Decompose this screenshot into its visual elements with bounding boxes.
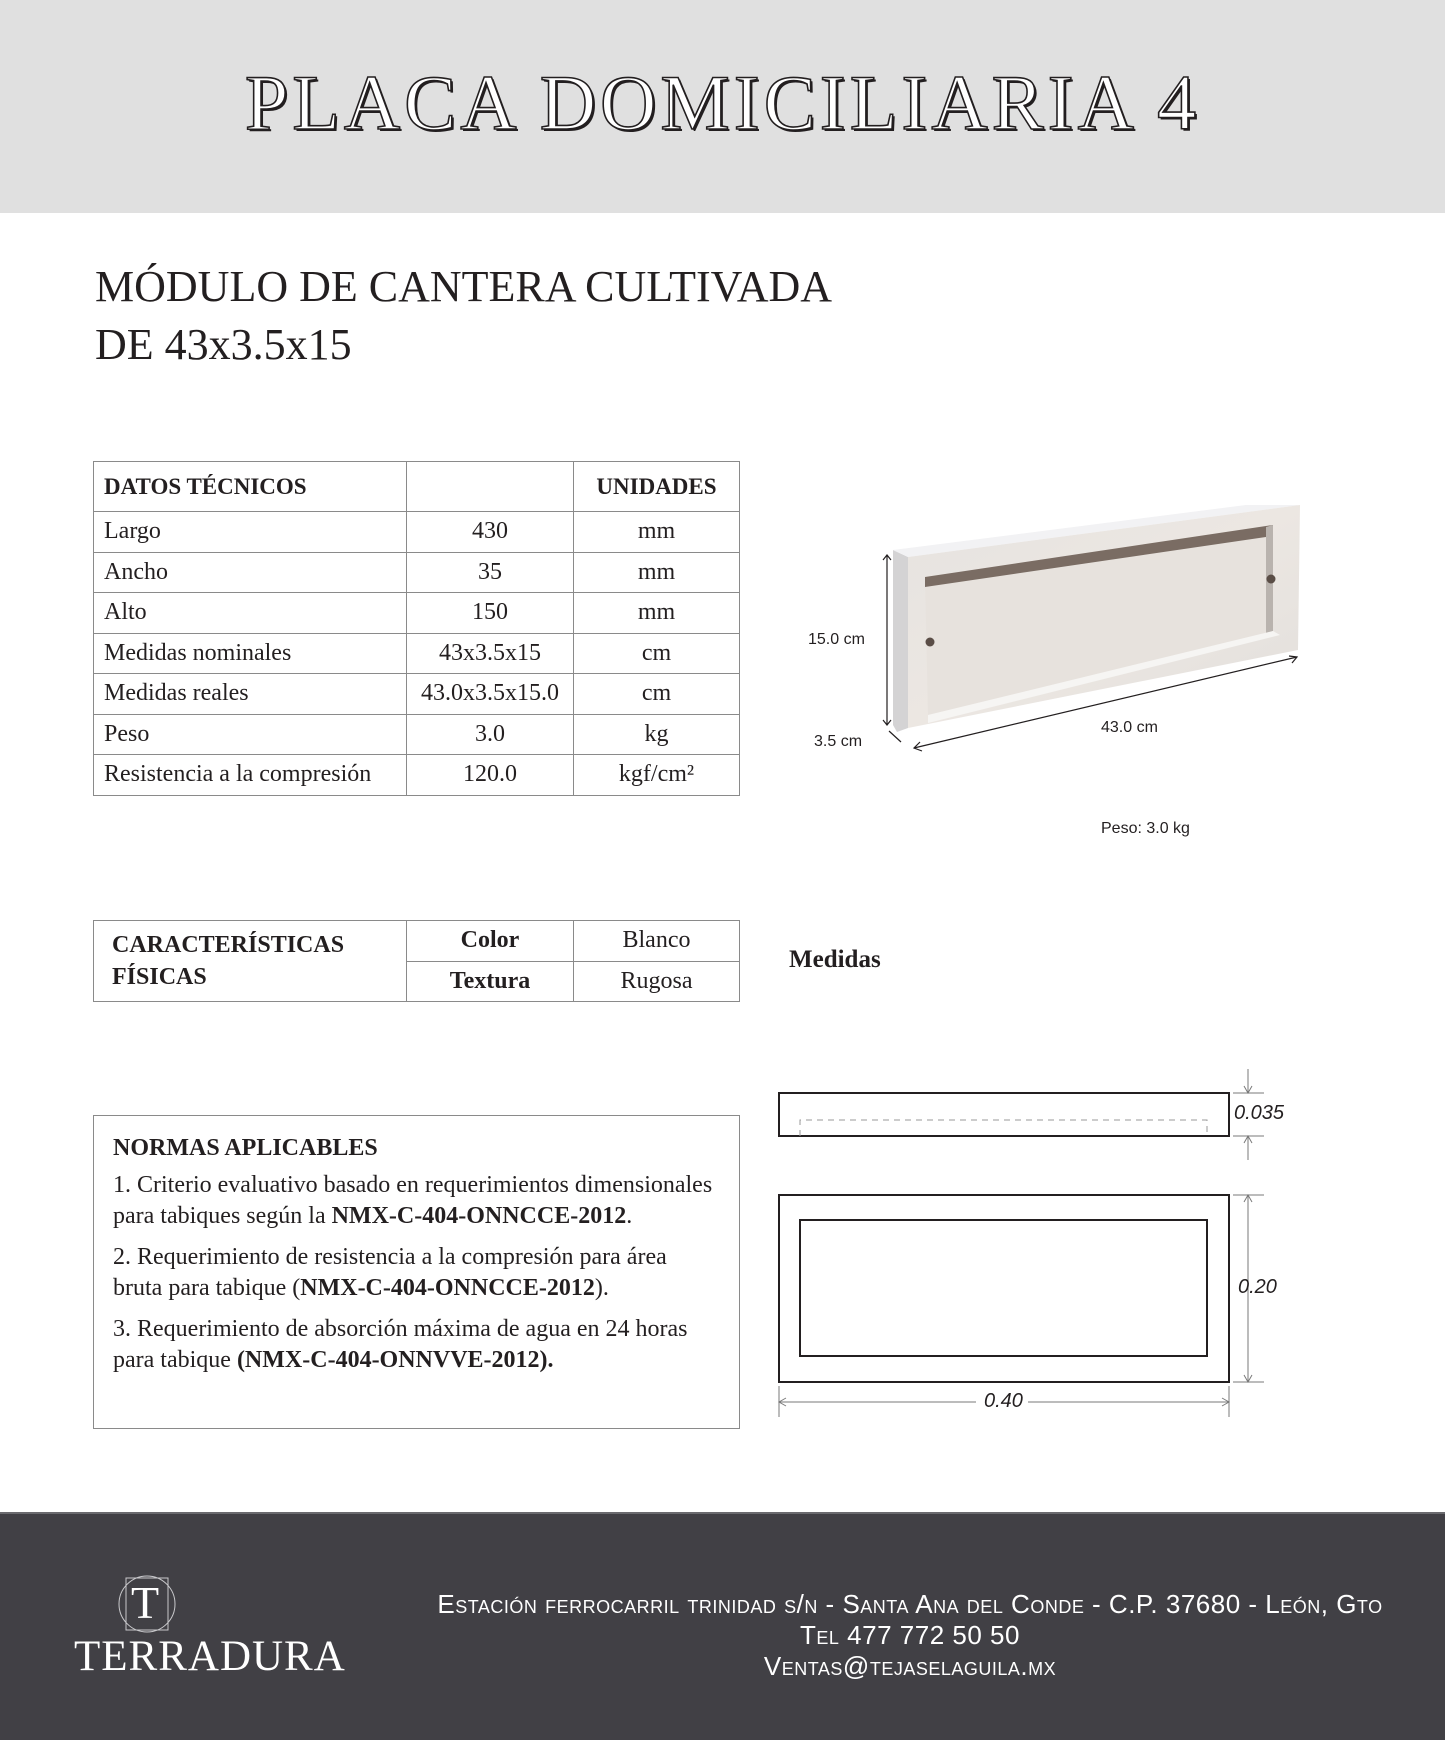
row-label: Resistencia a la compresión xyxy=(94,755,407,796)
row-unit: mm xyxy=(574,512,740,553)
table-row xyxy=(94,755,740,796)
table-row xyxy=(94,512,740,553)
physical-characteristics-label xyxy=(94,921,407,1002)
row-label: Medidas reales xyxy=(94,674,407,715)
table-row xyxy=(94,593,740,634)
row-unit: mm xyxy=(574,593,740,634)
row-value: Rugosa xyxy=(574,961,740,1002)
row-key: Textura xyxy=(407,961,574,1002)
row-label: Peso xyxy=(94,714,407,755)
label-line-1: CARACTERÍSTICAS xyxy=(112,932,345,958)
header-datos-tecnicos: DATOS TÉCNICOS xyxy=(94,462,407,512)
norma-item: 1. Criterio evaluativo basado en requerimientos dimensionales para tabiques según la NMX-C-404-ONNCCE-2012. xyxy=(113,1172,713,1229)
norma-item: 3. Requerimiento de absorción máxima de agua en 24 horas para tabique (NMX-C-404-ONNVVE-2012). xyxy=(113,1316,688,1373)
table-row xyxy=(94,921,740,962)
norma-item: 2. Requerimiento de resistencia a la compresión para área bruta para tabique (NMX-C-404-ONNCCE-2012). xyxy=(113,1244,667,1301)
technical-drawing xyxy=(770,1060,1390,1430)
table-row xyxy=(94,714,740,755)
depth-dimension-label: 3.5 cm xyxy=(814,733,863,750)
contact-info xyxy=(400,1589,1420,1682)
row-unit: cm xyxy=(574,674,740,715)
row-unit: kgf/cm² xyxy=(574,755,740,796)
logo-letter: T xyxy=(131,1577,160,1628)
length-dimension-label: 43.0 cm xyxy=(1101,719,1158,736)
address: Estación ferrocarril trinidad s/n - Santa Ana del Conde - C.P. 37680 - León, Gto xyxy=(437,1589,1383,1619)
footer xyxy=(0,1512,1445,1740)
brand-name: TERRADURA xyxy=(74,1633,346,1680)
normas-box xyxy=(93,1115,740,1429)
row-value: 43.0x3.5x15.0 xyxy=(407,674,574,715)
subtitle-line-1: MÓDULO DE CANTERA CULTIVADA xyxy=(95,262,833,311)
height-label: 0.20 xyxy=(1238,1276,1277,1298)
label-line-2: FÍSICAS xyxy=(112,964,207,990)
normas-title: NORMAS APLICABLES xyxy=(113,1135,378,1161)
physical-characteristics-table xyxy=(93,920,740,1002)
header-unidades: UNIDADES xyxy=(574,462,740,512)
row-value: 120.0 xyxy=(407,755,574,796)
product-photo xyxy=(790,505,1330,845)
row-label: Ancho xyxy=(94,552,407,593)
row-value: 3.0 xyxy=(407,714,574,755)
medidas-heading: Medidas xyxy=(789,946,881,973)
product-subtitle xyxy=(95,258,832,374)
row-label: Alto xyxy=(94,593,407,634)
phone: Tel 477 772 50 50 xyxy=(800,1620,1020,1650)
table-row xyxy=(94,674,740,715)
weight-label: Peso: 3.0 kg xyxy=(1101,820,1190,837)
table-row xyxy=(94,633,740,674)
row-unit: mm xyxy=(574,552,740,593)
table-header-row xyxy=(94,462,740,512)
row-unit: kg xyxy=(574,714,740,755)
height-dimension-label: 15.0 cm xyxy=(808,631,865,648)
subtitle-line-2: DE 43x3.5x15 xyxy=(95,320,352,369)
width-label: 0.40 xyxy=(984,1390,1023,1412)
thickness-label: 0.035 xyxy=(1234,1102,1285,1124)
stone-plaque-illustration xyxy=(790,505,1330,845)
row-label: Medidas nominales xyxy=(94,633,407,674)
header-band xyxy=(0,0,1445,213)
row-unit: cm xyxy=(574,633,740,674)
email-link[interactable]: Ventas@tejaselaguila.mx xyxy=(763,1651,1057,1681)
row-value: Blanco xyxy=(574,921,740,962)
row-key: Color xyxy=(407,921,574,962)
header-value xyxy=(407,462,574,512)
page-title: PLACA DOMICILIARIA 4 xyxy=(244,59,1201,146)
row-label: Largo xyxy=(94,512,407,553)
dimension-drawing xyxy=(770,1060,1390,1430)
technical-data-table xyxy=(93,461,740,796)
row-value: 43x3.5x15 xyxy=(407,633,574,674)
table-row xyxy=(94,552,740,593)
row-value: 430 xyxy=(407,512,574,553)
row-value: 35 xyxy=(407,552,574,593)
row-value: 150 xyxy=(407,593,574,634)
